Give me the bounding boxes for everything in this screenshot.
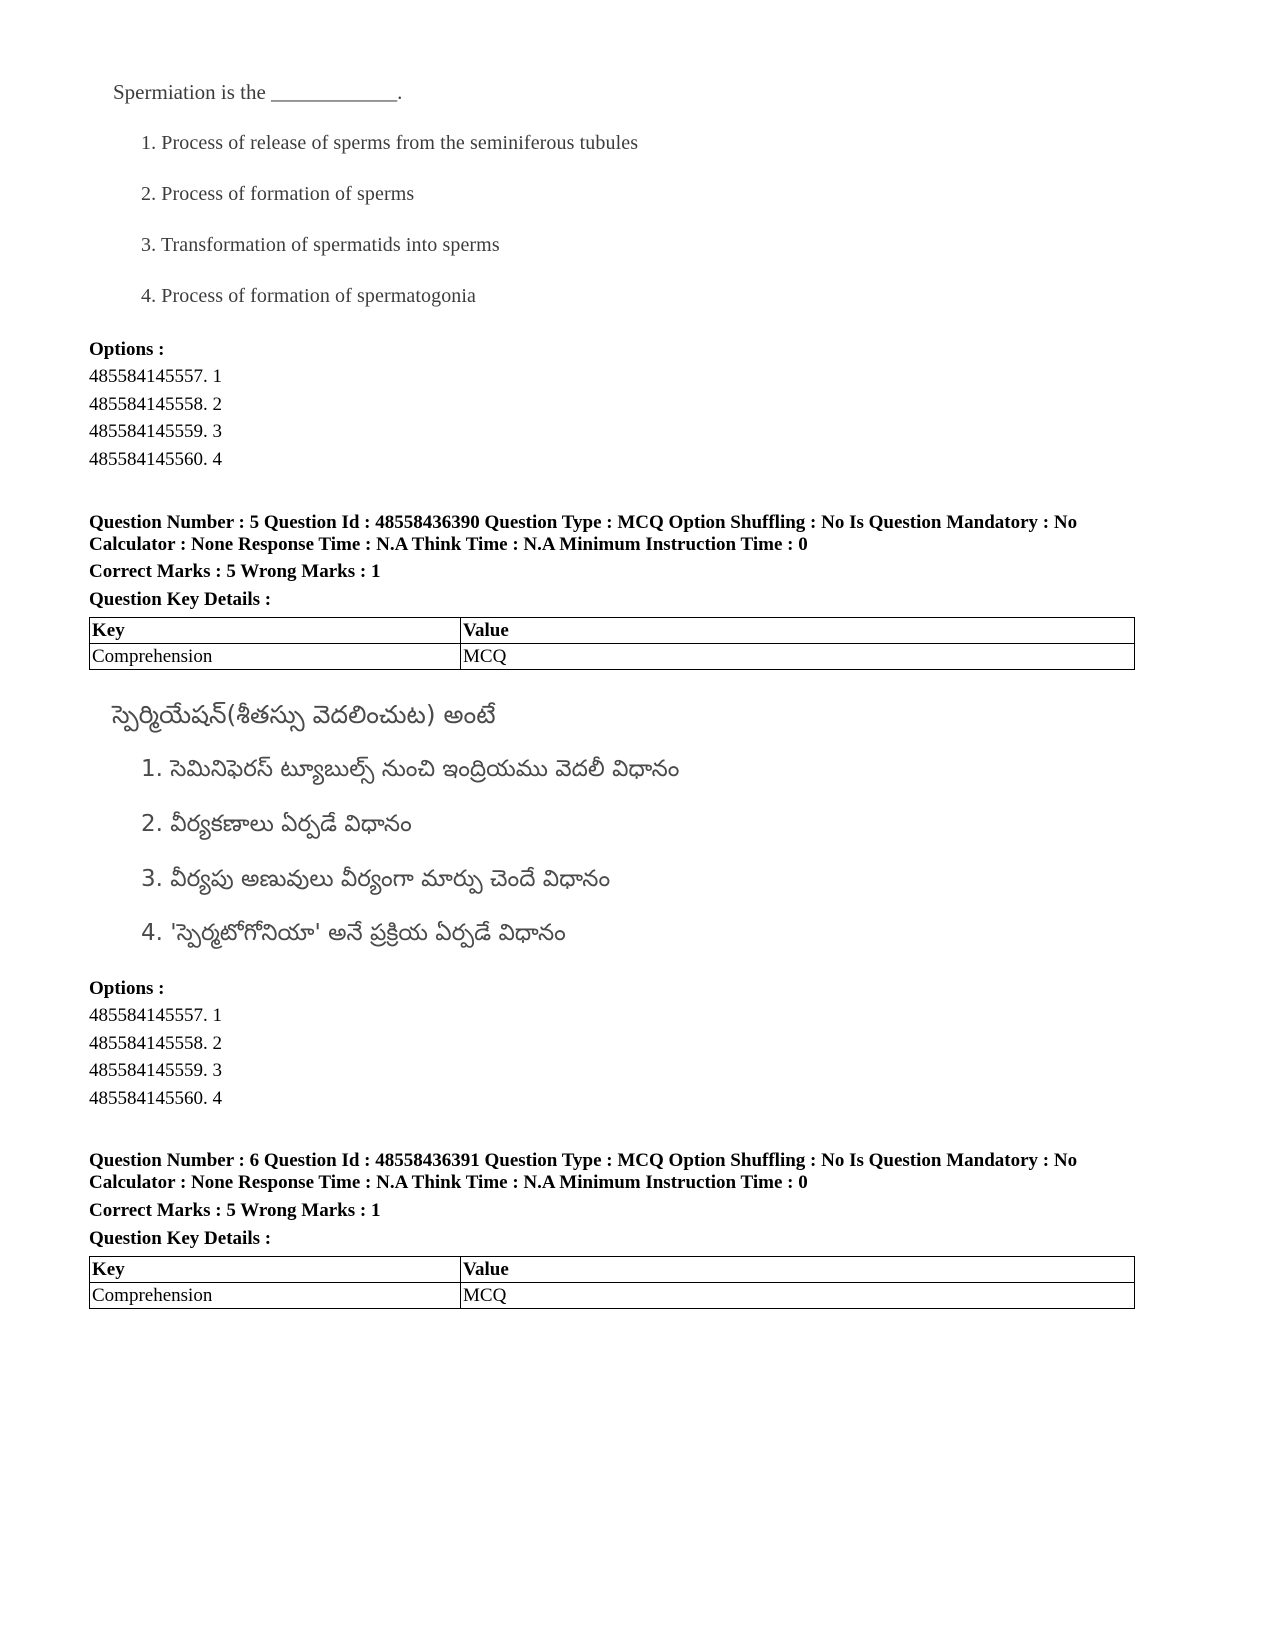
table-cell: MCQ (461, 1283, 1135, 1309)
option-id: 485584145557. 1 (89, 366, 222, 387)
table-cell: Comprehension (90, 1283, 461, 1309)
question-meta-line: Question Number : 5 Question Id : 48558436390 Question Type : MCQ Option Shuffling : No Is Question Mandatory : No (89, 512, 1078, 533)
question-stem-image-text: స్పెర్మియేషన్(శీతస్సు వెదలించుట) అంటే (112, 700, 496, 729)
question-option-text: 3. Transformation of spermatids into sperms (141, 234, 500, 256)
option-id: 485584145559. 3 (89, 421, 222, 442)
question-meta-line: Calculator : None Response Time : N.A Think Time : N.A Minimum Instruction Time : 0 (89, 1172, 808, 1193)
marks-line: Correct Marks : 5 Wrong Marks : 1 (89, 1200, 381, 1221)
key-details-table (89, 1256, 1135, 1309)
question-meta (89, 512, 1149, 556)
table-header-row (90, 1257, 1135, 1283)
table-header-cell: Value (461, 618, 1135, 644)
table-header-cell: Key (90, 1257, 461, 1283)
table-header-row (90, 618, 1135, 644)
option-id: 485584145558. 2 (89, 1033, 222, 1054)
marks-line: Correct Marks : 5 Wrong Marks : 1 (89, 561, 381, 582)
key-details-label: Question Key Details : (89, 589, 272, 610)
key-details-label: Question Key Details : (89, 1228, 272, 1249)
table-cell: MCQ (461, 644, 1135, 670)
question-option-text: 4. 'స్పెర్మటోగోనియా' అనే ప్రక్రియ ఏర్పడే విధానం (141, 920, 566, 946)
option-id: 485584145557. 1 (89, 1005, 222, 1026)
option-id: 485584145560. 4 (89, 1088, 222, 1109)
option-id: 485584145559. 3 (89, 1060, 222, 1081)
question-option-text: 2. Process of formation of sperms (141, 183, 415, 205)
question-option-text: 4. Process of formation of spermatogonia (141, 285, 477, 307)
options-label: Options : (89, 339, 165, 360)
option-id: 485584145558. 2 (89, 394, 222, 415)
table-row (90, 644, 1135, 670)
key-details-table (89, 617, 1135, 670)
option-id: 485584145560. 4 (89, 449, 222, 470)
question-option-text: 2. వీర్యకణాలు ఏర్పడే విధానం (141, 811, 412, 837)
question-option-text: 1. Process of release of sperms from the seminiferous tubules (141, 132, 639, 154)
question-stem-image-text: Spermiation is the ____________. (113, 80, 403, 104)
table-header-cell: Value (461, 1257, 1135, 1283)
question-meta-line: Calculator : None Response Time : N.A Think Time : N.A Minimum Instruction Time : 0 (89, 534, 808, 555)
table-header-cell: Key (90, 618, 461, 644)
question-meta (89, 1150, 1149, 1194)
table-row (90, 1283, 1135, 1309)
question-meta-line: Question Number : 6 Question Id : 48558436391 Question Type : MCQ Option Shuffling : No Is Question Mandatory : No (89, 1150, 1078, 1171)
options-label: Options : (89, 978, 165, 999)
table-cell: Comprehension (90, 644, 461, 670)
question-option-text: 3. వీర్యపు అణువులు వీర్యంగా మార్పు చెందే విధానం (141, 866, 611, 892)
question-option-text: 1. సెమినిఫెరస్ ట్యూబుల్స్ నుంచి ఇంద్రియము వెదలీ విధానం (141, 756, 680, 782)
